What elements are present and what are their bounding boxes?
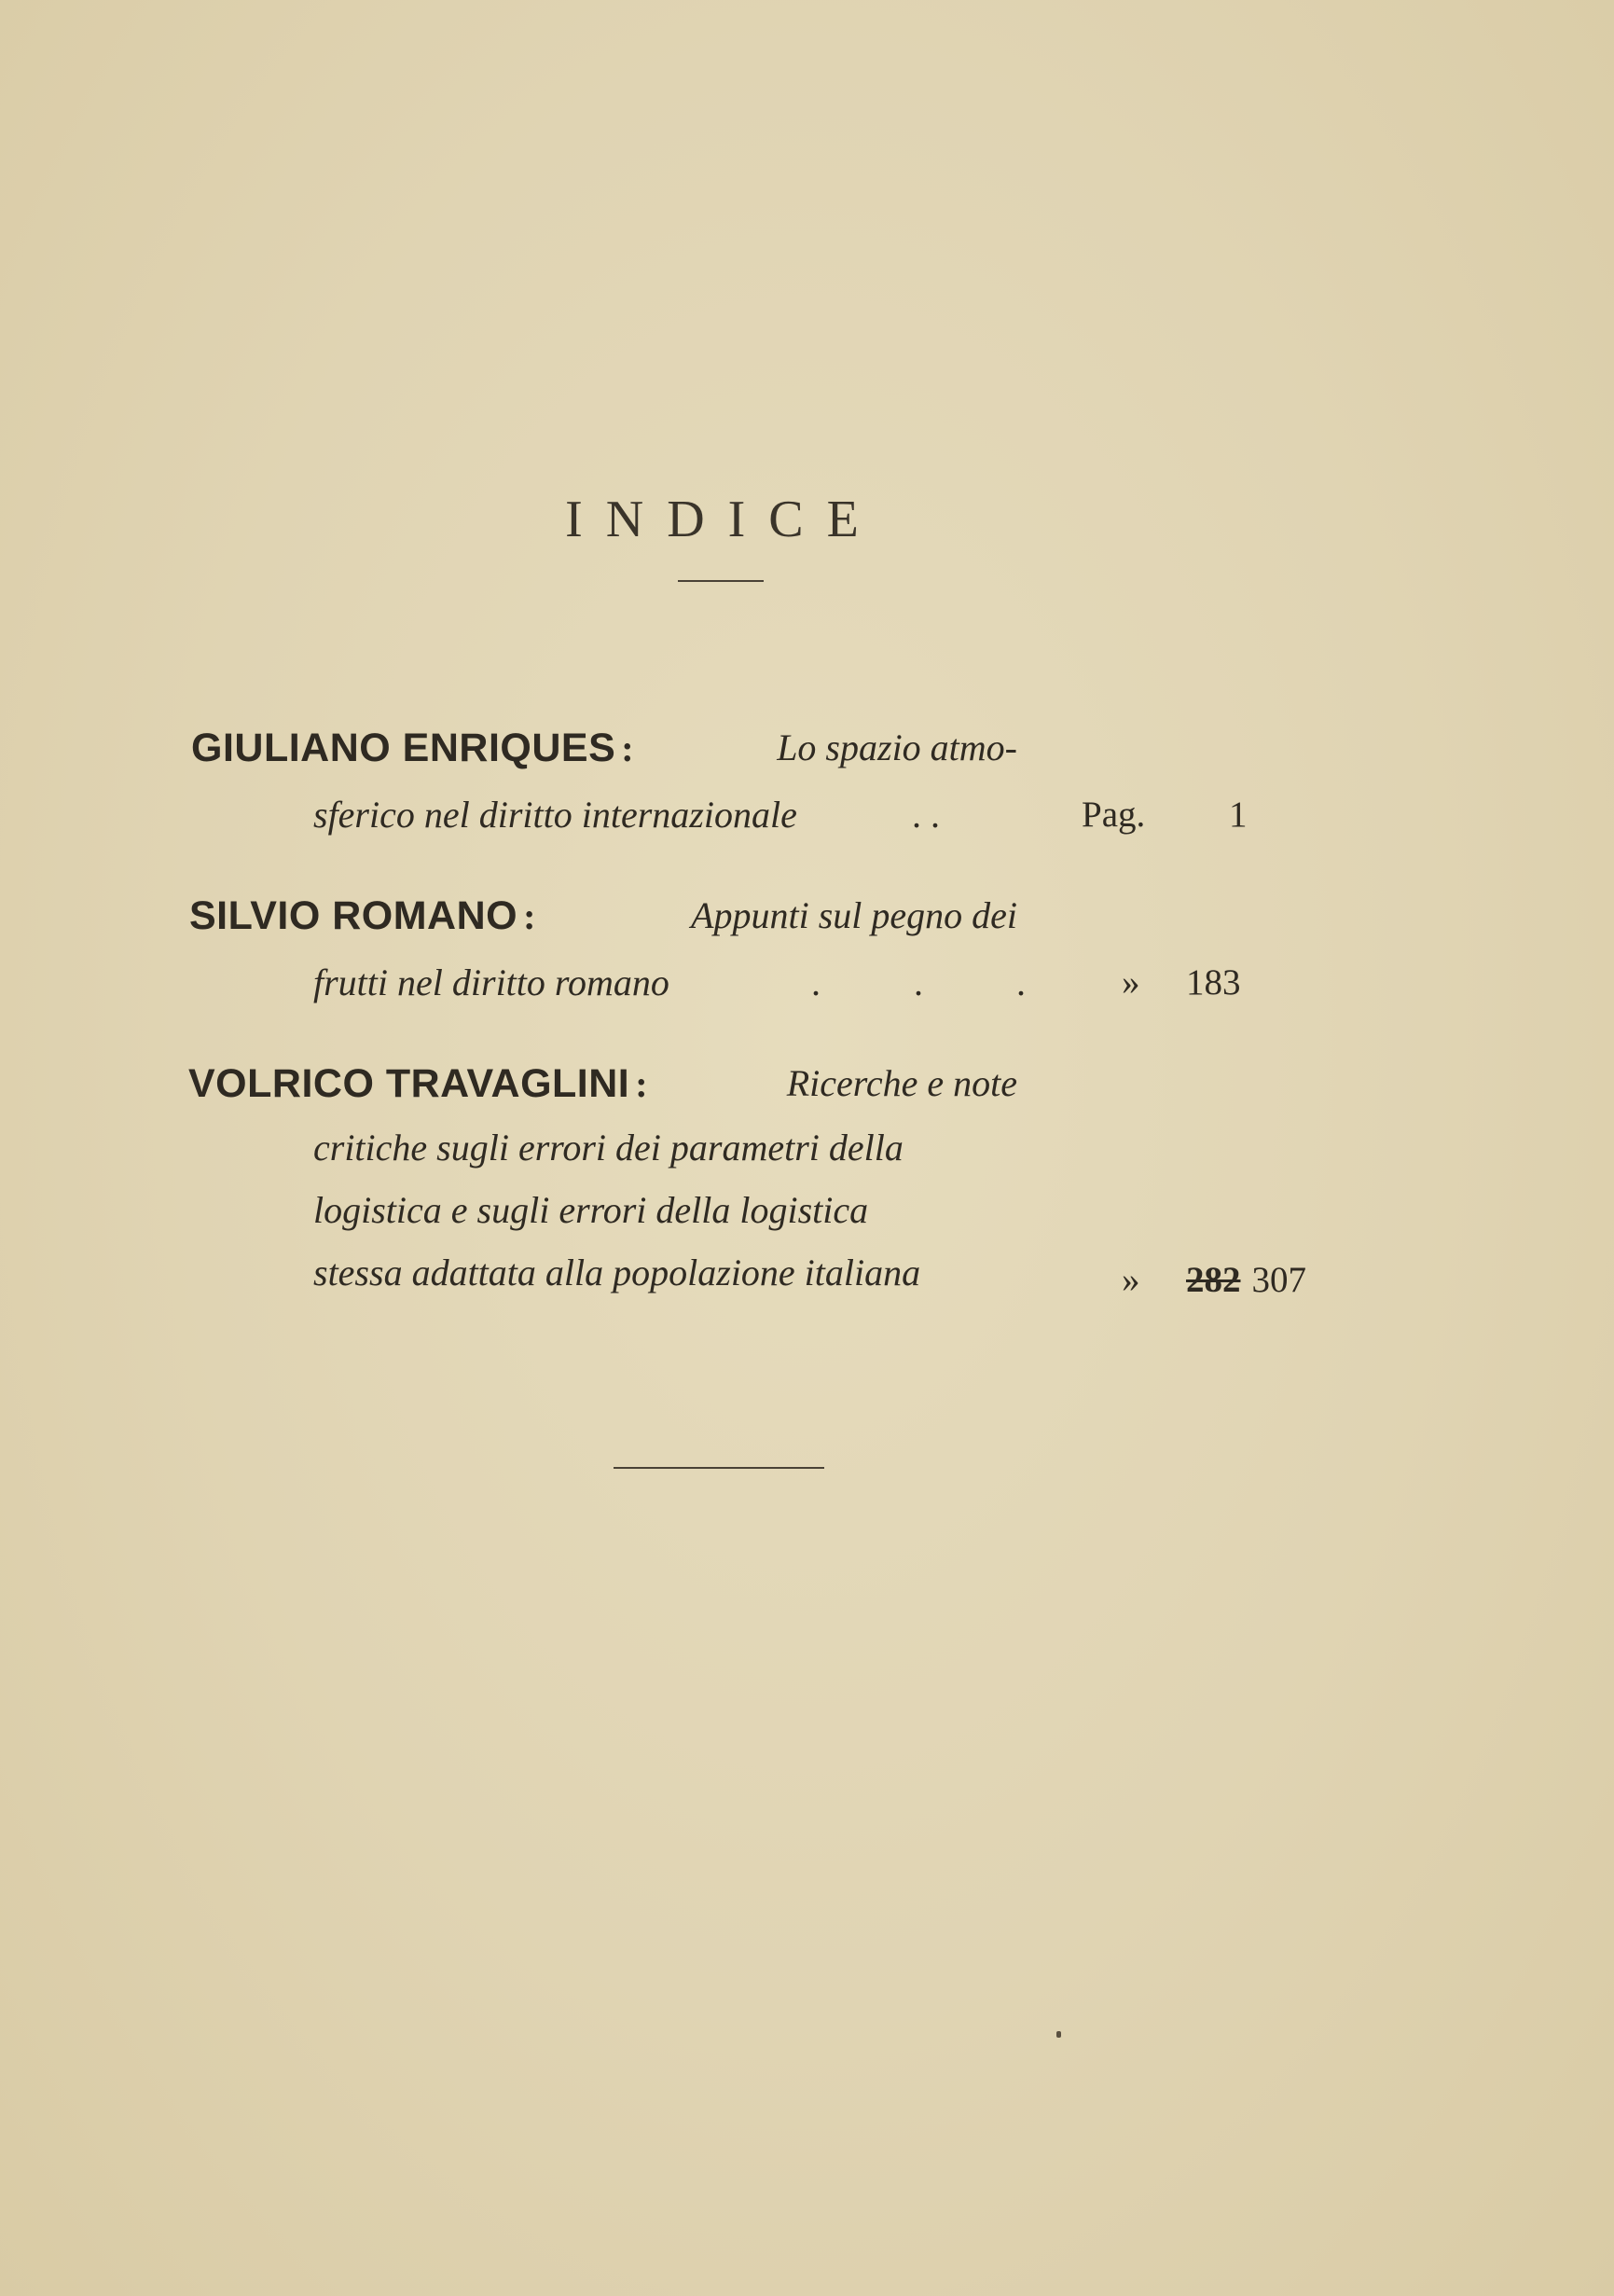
toc-entry-1-title-line2: sferico nel diritto internazionale	[313, 794, 797, 836]
toc-entry-3-page-group	[1186, 1259, 1306, 1301]
toc-entry-3-page: 307	[1251, 1260, 1306, 1300]
title-rule	[678, 580, 764, 582]
toc-entry-1-title-line1: Lo spazio atmo-	[777, 726, 1017, 768]
toc-entry-3-title-line2: critiche sugli errori dei parametri della	[313, 1127, 904, 1169]
toc-entry-3-heading	[188, 1061, 1017, 1107]
toc-entry-3-author: VOLRICO TRAVAGLINI	[188, 1061, 630, 1106]
toc-entry-1-author: GIULIANO ENRIQUES	[191, 726, 616, 770]
toc-entry-2-page-prefix: »	[1122, 962, 1140, 1003]
toc-entry-1-page: 1	[1229, 795, 1248, 835]
toc-entry-3-colon: :	[635, 1063, 648, 1105]
toc-entry-3-title-line1: Ricerche e note	[786, 1062, 1017, 1104]
closing-rule	[614, 1467, 824, 1469]
toc-entry-2-author: SILVIO ROMANO	[189, 893, 518, 938]
toc-entry-2-title-line1: Appunti sul pegno dei	[691, 894, 1017, 936]
ink-fleck	[1056, 2031, 1061, 2038]
toc-entry-1-leader: . .	[912, 794, 940, 836]
toc-entry-2-heading	[189, 893, 1017, 939]
toc-entry-3-page-struck: 282	[1186, 1260, 1241, 1300]
toc-entry-1-colon: :	[621, 727, 634, 769]
toc-entry-1-heading	[191, 726, 1017, 771]
toc-entry-2-page: 183	[1186, 962, 1241, 1003]
toc-entry-3-title-line4: stessa adattata alla popolazione italiana	[313, 1252, 921, 1293]
toc-entry-3-page-prefix: »	[1122, 1260, 1140, 1300]
page-title: INDICE	[565, 491, 882, 548]
toc-entry-1-page-prefix: Pag.	[1082, 795, 1146, 835]
toc-entry-2-title-line2: frutti nel diritto romano	[313, 961, 669, 1003]
toc-entry-3-title-line3: logistica e sugli errori della logistica	[313, 1189, 869, 1231]
toc-entry-2-leader: . . .	[811, 961, 1026, 1003]
toc-entry-2-colon: :	[523, 895, 536, 937]
